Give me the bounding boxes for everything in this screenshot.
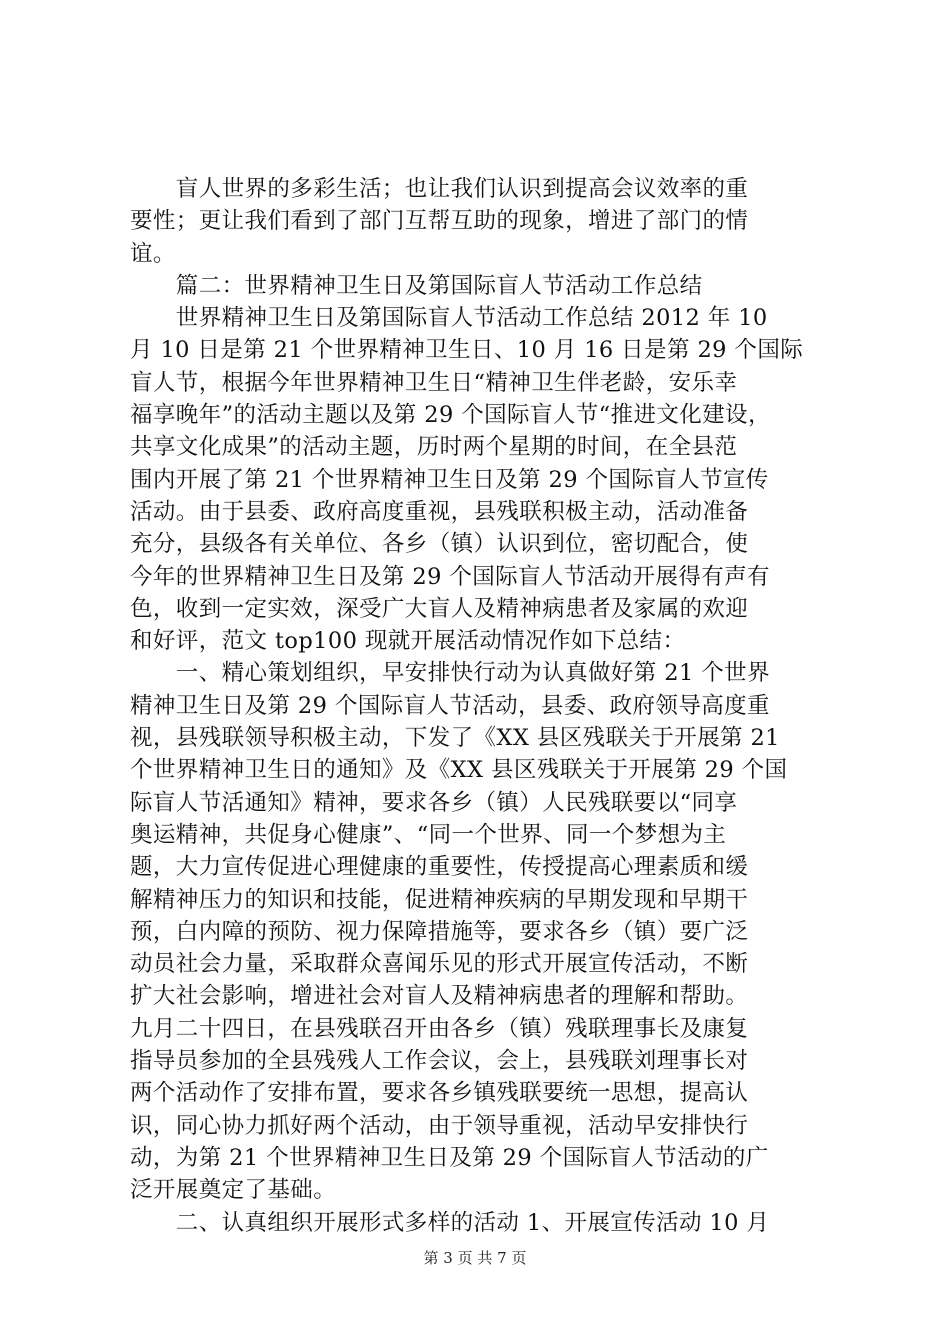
text-line: 视，县残联领导积极主动，下发了《XX 县区残联关于开展第 21	[130, 725, 780, 752]
text-line: 色，收到一定实效，深受广大盲人及精神病患者及家属的欢迎	[130, 595, 749, 622]
text-line: 充分，县级各有关单位、各乡（镇）认识到位，密切配合，使	[130, 531, 749, 558]
text-line: 预，白内障的预防、视力保障措施等，要求各乡（镇）要广泛	[130, 918, 749, 945]
page-number-footer: 第 3 页 共 7 页	[423, 1249, 527, 1267]
text-line: 今年的世界精神卫生日及第 29 个国际盲人节活动开展得有声有	[130, 563, 770, 590]
text-line: 一、精心策划组织，早安排快行动为认真做好第 21 个世界	[130, 660, 770, 687]
text-line: 动员社会力量，采取群众喜闻乐见的形式开展宣传活动，不断	[130, 951, 749, 978]
text-line: 要性；更让我们看到了部门互帮互助的现象，增进了部门的情	[130, 208, 749, 235]
text-line: 两个活动作了安排布置，要求各乡镇残联要统一思想，提高认	[130, 1080, 749, 1107]
text-line: 精神卫生日及第 29 个国际盲人节活动，县委、政府领导高度重	[130, 692, 770, 719]
text-line: 月 10 日是第 21 个世界精神卫生日、10 月 16 日是第 29 个国际	[130, 337, 804, 364]
text-line: 动，为第 21 个世界精神卫生日及第 29 个国际盲人节活动的广	[130, 1144, 769, 1171]
text-line: 活动。由于县委、政府高度重视，县残联积极主动，活动准备	[130, 498, 749, 525]
text-line: 九月二十四日，在县残联召开由各乡（镇）残联理事长及康复	[130, 1015, 749, 1042]
text-line: 际盲人节活通知》精神，要求各乡（镇）人民残联要以“同享	[130, 789, 738, 816]
text-line: 识，同心协力抓好两个活动，由于领导重视，活动早安排快行	[130, 1112, 749, 1139]
text-line: 盲人节，根据今年世界精神卫生日“精神卫生伴老龄，安乐幸	[130, 369, 738, 396]
text-line: 世界精神卫生日及第国际盲人节活动工作总结 2012 年 10	[130, 305, 768, 332]
text-line: 和好评，范文 top100 现就开展活动情况作如下总结：	[130, 628, 686, 655]
text-line: 盲人世界的多彩生活；也让我们认识到提高会议效率的重	[130, 176, 749, 202]
text-line: 奥运精神，共促身心健康”、“同一个世界、同一个梦想为主	[130, 821, 727, 848]
text-line: 扩大社会影响，增进社会对盲人及精神病患者的理解和帮助。	[130, 983, 749, 1010]
section-heading: 篇二：世界精神卫生日及第国际盲人节活动工作总结	[130, 272, 703, 299]
text-line: 题，大力宣传促进心理健康的重要性，传授提高心理素质和缓	[130, 854, 749, 881]
text-line: 二、认真组织开展形式多样的活动 1、开展宣传活动 10 月	[130, 1209, 770, 1236]
text-line: 共享文化成果”的活动主题，历时两个星期的时间，在全县范	[130, 434, 738, 461]
text-line: 解精神压力的知识和技能，促进精神疾病的早期发现和早期干	[130, 886, 749, 913]
text-line: 个世界精神卫生日的通知》及《XX 县区残联关于开展第 29 个国	[130, 757, 788, 784]
text-line: 指导员参加的全县残残人工作会议，会上，县残联刘理事长对	[130, 1048, 749, 1075]
text-line: 谊。	[130, 240, 176, 267]
text-line: 泛开展奠定了基础。	[130, 1177, 337, 1204]
text-line: 围内开展了第 21 个世界精神卫生日及第 29 个国际盲人节宣传	[130, 466, 769, 493]
document-body	[130, 173, 830, 1239]
text-line: 福享晚年”的活动主题以及第 29 个国际盲人节“推进文化建设，	[130, 402, 771, 429]
